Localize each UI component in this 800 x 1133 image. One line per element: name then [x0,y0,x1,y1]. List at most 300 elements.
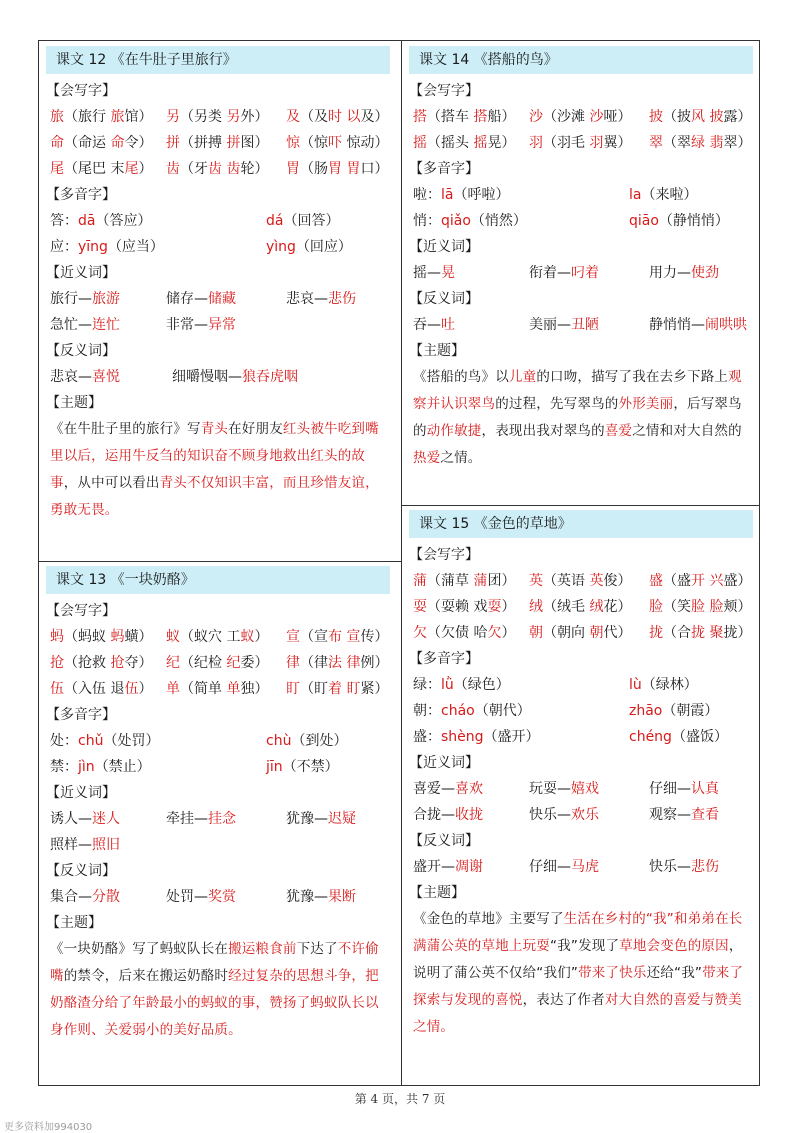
theme-highlight: 带来了快乐 [578,965,647,981]
write-part: 摇 [473,135,488,151]
write-item [413,594,515,620]
synonym-pair [166,286,236,312]
write-part: 团） [487,573,516,589]
polyphone-right [629,208,729,234]
pinyin: shèng [441,729,484,745]
write-part: 摇 [413,135,427,151]
pinyin: lù [629,677,642,693]
polyphone-right [629,182,697,208]
synonym-pair [50,312,120,338]
write-item [529,130,631,156]
write-part: 命 [110,135,125,151]
write-part: 旅 [110,109,125,125]
write-part: 脸 [649,599,663,615]
polyphone-word: （不禁） [282,759,339,775]
antonym-word: 美丽— [529,317,571,333]
section-heading-synonyms: 【近义词】 [46,265,116,281]
theme-highlight: 经过复杂的思想斗争，把奶酪渣分给了年龄最小的蚂蚁的事，赞扬了蚂蚁队长以身作则、关爱弱小的美好品质。 [50,968,379,1038]
synonym-pair [529,802,599,828]
lesson-title: 课文 13 《一块奶酪》 [46,566,390,594]
write-item [50,676,152,702]
antonym-pair [413,854,483,880]
write-part: 轮） [240,161,269,177]
theme-text: 的禁令，后来在搬运奶酪时 [63,968,229,984]
write-part: ） [138,161,153,177]
polyphone-word: （来啦） [641,187,698,203]
write-part: （欠债 哈 [427,625,488,641]
synonym-answer: 迟疑 [328,811,356,827]
theme-text: 《一块奶酪》写了蚂蚁队长在 [50,941,229,957]
synonym-word: 快乐— [529,807,571,823]
write-part: 盯 [286,681,300,697]
antonym-answer: 凋谢 [455,859,483,875]
pinyin: la [629,187,642,203]
theme-text: 的过程，先写翠鸟的 [495,396,619,412]
write-part: 拢 [649,625,663,641]
synonym-answer: 旅游 [92,291,120,307]
write-part: 拼 [166,135,180,151]
theme-text: ，后写翠鸟的 [413,396,742,439]
write-row [409,594,753,620]
antonym-row [409,312,753,338]
lesson-13-card [46,566,390,1082]
antonym-word: 仔细— [529,859,571,875]
theme-text: 《搭船的鸟》以 [413,369,509,385]
pinyin: jìn [78,759,95,775]
write-part: （英语 [543,573,590,589]
antonym-row [409,854,753,880]
polyphone-left [50,234,164,260]
theme-highlight: 生活在乡村的“我”和弟弟在长满蒲公英的草地上玩耍 [413,911,743,954]
write-part: 风 披 [691,109,724,125]
theme-text: “我”发现了 [550,938,620,954]
theme-highlight: 不许偷嘴 [50,941,379,984]
write-part: 脸 脸 [691,599,724,615]
write-row [409,130,753,156]
write-part: （耍赖 戏 [427,599,488,615]
write-part: 羽 [529,135,543,151]
write-item [649,620,751,646]
synonym-answer: 晃 [441,265,455,281]
write-part: 翠 [649,135,663,151]
section-heading-write: 【会写字】 [409,83,479,99]
write-part: 律 [286,655,300,671]
theme-highlight: 喜爱 [604,423,633,439]
theme-highlight: 搬运粮食前 [228,941,297,957]
synonym-pair [166,806,236,832]
antonym-word: 处罚— [166,889,208,905]
write-item [286,156,388,182]
write-part: 外） [240,109,269,125]
write-part: 绿 翡 [691,135,724,151]
write-part: 蚂 [110,629,125,645]
pinyin: yīng [78,239,108,255]
write-row [46,156,390,182]
polyphone-left [413,698,531,724]
write-part: 着 盯 [328,681,361,697]
write-part: 晃） [487,135,516,151]
synonym-word: 悲哀— [286,291,328,307]
write-part: 齿 [166,161,180,177]
polyphone-left [50,754,151,780]
write-part: 英 [529,573,543,589]
write-part: （绒毛 [543,599,590,615]
write-part: （尾巴 末 [64,161,125,177]
write-part: 吓 [328,135,347,151]
lesson-title: 课文 12 《在牛肚子里旅行》 [46,46,390,74]
polyphone-word: （朝霞） [662,703,719,719]
antonym-word: 悲哀— [50,369,92,385]
polyphone-row [409,698,753,724]
write-part: 伍 [124,681,139,697]
pinyin: qiāo [629,213,659,229]
synonym-pair [649,776,719,802]
write-part: 单 [226,681,241,697]
theme-text: 之情和对大自然的 [632,423,742,439]
write-part: 法 律 [328,655,361,671]
write-part: ） [254,629,269,645]
theme-text: ，表达了作者 [522,992,605,1008]
write-part: 齿 齿 [208,161,241,177]
write-part: 紧） [360,681,389,697]
polyphone-word: （答应） [95,213,152,229]
write-part: （翠 [663,135,691,151]
pinyin: qiǎo [441,213,471,229]
theme-paragraph [409,364,753,472]
column-divider [401,40,402,1086]
write-part: （拼搏 [180,135,227,151]
synonym-word: 犹豫— [286,811,328,827]
antonym-answer: 奖赏 [208,889,236,905]
write-part: 单 [166,681,180,697]
write-part: 尾 [124,161,139,177]
write-part: （沙滩 [543,109,590,125]
write-part: 抢 [110,655,125,671]
antonym-word: 快乐— [649,859,691,875]
polyphone-left [413,672,510,698]
pinyin: lā [441,187,454,203]
polyphone-row [409,182,753,208]
write-part: 哑） [603,109,632,125]
write-part: 欠 [487,625,502,641]
write-row [46,650,390,676]
write-part: 披 [649,109,663,125]
synonym-word: 衔着— [529,265,571,281]
write-part: （另类 [180,109,227,125]
synonym-word: 急忙— [50,317,92,333]
write-item [529,568,631,594]
write-part: 盛 [649,573,663,589]
synonym-pair [413,802,483,828]
write-part: 传） [360,629,389,645]
page-footer: 第 4 页，共 7 页 [354,1092,446,1106]
polyphone-left [413,182,509,208]
synonym-word: 旅行— [50,291,92,307]
write-item [166,130,268,156]
write-part: （蒲草 [427,573,474,589]
theme-highlight: 儿童 [508,369,537,385]
write-part: 胃 [286,161,300,177]
polyphone-row [409,672,753,698]
antonym-pair [50,884,120,910]
section-heading-write: 【会写字】 [46,603,116,619]
synonym-pair [413,776,483,802]
write-part: 耍 [413,599,427,615]
theme-text: 《金色的草地》主要写了 [413,911,564,927]
synonym-word: 照样— [50,837,92,853]
polyphone-word: （到处） [291,733,348,749]
antonym-answer: 分散 [92,889,120,905]
write-part: （蚁穴 工 [180,629,241,645]
write-part: 例） [360,655,389,671]
write-part: 另 [226,109,241,125]
polyphone-word: （回答） [283,213,340,229]
synonym-row [46,286,390,312]
theme-paragraph [409,906,753,1041]
write-item [286,650,388,676]
polyphone-word: （盛饭） [671,729,728,745]
synonym-word: 储存— [166,291,208,307]
write-part: 惊 [286,135,300,151]
antonym-answer: 喜悦 [92,369,120,385]
synonym-row [409,802,753,828]
synonym-word: 观察— [649,807,691,823]
section-heading-polyphone: 【多音字】 [46,187,116,203]
write-row [409,104,753,130]
write-part: 及） [360,109,389,125]
polyphone-right [629,724,728,750]
section-heading-theme: 【主题】 [409,885,465,901]
polyphone-row [409,208,753,234]
write-part: 拢） [723,625,752,641]
theme-highlight: 外形美丽 [618,396,674,412]
write-item [166,156,268,182]
section-heading-theme: 【主题】 [46,395,102,411]
polyphone-left [50,208,151,234]
write-part: ） [501,625,516,641]
write-item [413,104,515,130]
theme-highlight: 青头 [200,421,229,437]
synonym-answer: 连忙 [92,317,120,333]
write-part: 船） [487,109,516,125]
antonym-pair [649,312,747,338]
synonym-answer: 收拢 [455,807,483,823]
write-part: 独） [240,681,269,697]
pinyin: zhāo [629,703,663,719]
synonym-pair [50,832,120,858]
write-part: 沙 [529,109,543,125]
write-part: 露） [723,109,752,125]
polyphone-row [46,754,390,780]
synonym-answer: 欢乐 [571,807,599,823]
synonym-answer: 喜欢 [455,781,483,797]
synonym-pair [649,260,719,286]
polyphone-char: 盛： [413,729,441,745]
antonym-pair [166,884,236,910]
write-part: 蚁 [166,629,180,645]
write-part: （蚂蚁 [64,629,111,645]
write-part: 花） [603,599,632,615]
write-part: 宣 [286,629,300,645]
write-part: 翠） [723,135,752,151]
pinyin: dā [78,213,96,229]
write-part: （肠 [300,161,328,177]
antonym-row [46,364,390,390]
synonym-row [46,312,390,338]
section-heading-theme: 【主题】 [409,343,465,359]
synonym-row [409,776,753,802]
lesson-12-card [46,46,390,558]
synonym-pair [413,260,455,286]
write-part: 拼 [226,135,241,151]
polyphone-left [413,208,527,234]
polyphone-right [629,672,698,698]
write-item [529,104,631,130]
polyphone-word: （呼啦） [453,187,510,203]
polyphone-char: 应： [50,239,78,255]
antonym-word: 集合— [50,889,92,905]
section-heading-polyphone: 【多音字】 [409,651,479,667]
write-part: 绒 [589,599,604,615]
polyphone-left [50,728,159,754]
write-row [409,620,753,646]
write-item [529,620,631,646]
write-part: 惊动） [346,135,389,151]
write-item [50,130,152,156]
write-part: 搭 [413,109,427,125]
synonym-pair [649,802,719,828]
polyphone-char: 答： [50,213,78,229]
write-item [286,676,388,702]
write-part: （惊 [300,135,328,151]
polyphone-char: 悄： [413,213,441,229]
write-item [166,104,268,130]
synonym-pair [286,286,356,312]
antonym-answer: 马虎 [571,859,599,875]
antonym-word: 吞— [413,317,441,333]
write-part: 沙 [589,109,604,125]
write-part: 耍 [487,599,502,615]
antonym-word: 静悄悄— [649,317,705,333]
synonym-pair [50,806,120,832]
write-part: 翼） [603,135,632,151]
write-row [409,568,753,594]
write-item [166,676,268,702]
write-part: 蟥） [124,629,153,645]
write-part: 英 [589,573,604,589]
lesson-title: 课文 15 《金色的草地》 [409,510,753,538]
synonym-answer: 认真 [691,781,719,797]
synonym-word: 合拢— [413,807,455,823]
polyphone-word: （禁止） [94,759,151,775]
write-part: 及 [286,109,300,125]
synonym-answer: 储藏 [208,291,236,307]
polyphone-row [46,234,390,260]
write-item [50,624,152,650]
write-part: 夺） [124,655,153,671]
write-part: 蒲 [473,573,488,589]
polyphone-word: （应当） [107,239,164,255]
write-part: （宣 [300,629,328,645]
write-row [46,104,390,130]
write-part: 命 [50,135,64,151]
polyphone-word: （悄然） [470,213,527,229]
polyphone-word: （绿色） [453,677,510,693]
synonym-word: 非常— [166,317,208,333]
polyphone-word: （静悄悄） [658,213,729,229]
write-part: （朝向 [543,625,590,641]
write-part: （披 [663,109,691,125]
pinyin: cháo [441,703,475,719]
antonym-word: 细嚼慢咽— [172,369,242,385]
write-part: 图） [240,135,269,151]
pinyin: chéng [629,729,672,745]
antonym-pair [649,854,719,880]
write-item [649,104,751,130]
write-part: 盛） [723,573,752,589]
synonym-answer: 异常 [208,317,236,333]
write-part: 时 以 [328,109,361,125]
synonym-answer: 嬉戏 [571,781,599,797]
synonym-pair [166,312,236,338]
write-part: （笑 [663,599,691,615]
theme-highlight: 草地会变色的原因 [619,938,729,954]
write-part: （羽毛 [543,135,590,151]
synonym-row [46,832,390,858]
synonym-pair [529,260,599,286]
write-item [166,650,268,676]
write-part: 蚁 [240,629,255,645]
polyphone-char: 处： [50,733,78,749]
polyphone-char: 绿： [413,677,441,693]
polyphone-char: 禁： [50,759,78,775]
write-part: 口） [360,161,389,177]
theme-text: 在好朋友 [228,421,283,437]
section-heading-polyphone: 【多音字】 [409,161,479,177]
write-item [649,594,751,620]
write-part: 开 兴 [691,573,724,589]
write-row [46,130,390,156]
lesson-15-card [409,510,753,1082]
watermark: 更多资料加994030 [4,1122,93,1133]
antonym-word: 犹豫— [286,889,328,905]
write-item [413,620,515,646]
antonym-pair [529,854,599,880]
write-part: 朝 [529,625,543,641]
section-heading-synonyms: 【近义词】 [409,239,479,255]
write-part: 馆） [124,109,153,125]
write-part: （搭车 [427,109,474,125]
right-section-divider [401,505,760,506]
write-item [413,568,515,594]
antonym-answer: 闹哄哄 [705,317,747,333]
polyphone-char: 朝： [413,703,441,719]
write-part: 搭 [473,109,488,125]
synonym-word: 牵挂— [166,811,208,827]
polyphone-right [629,698,718,724]
pinyin: chǔ [78,733,104,749]
synonym-pair [50,286,120,312]
write-row [46,676,390,702]
theme-text: ，从中可以看出 [63,475,160,491]
write-part: ） [138,681,153,697]
synonym-answer: 照旧 [92,837,120,853]
write-part: （牙 [180,161,208,177]
write-part: （合 [663,625,691,641]
section-heading-antonyms: 【反义词】 [46,343,116,359]
write-item [50,650,152,676]
polyphone-word: （朝代） [474,703,531,719]
